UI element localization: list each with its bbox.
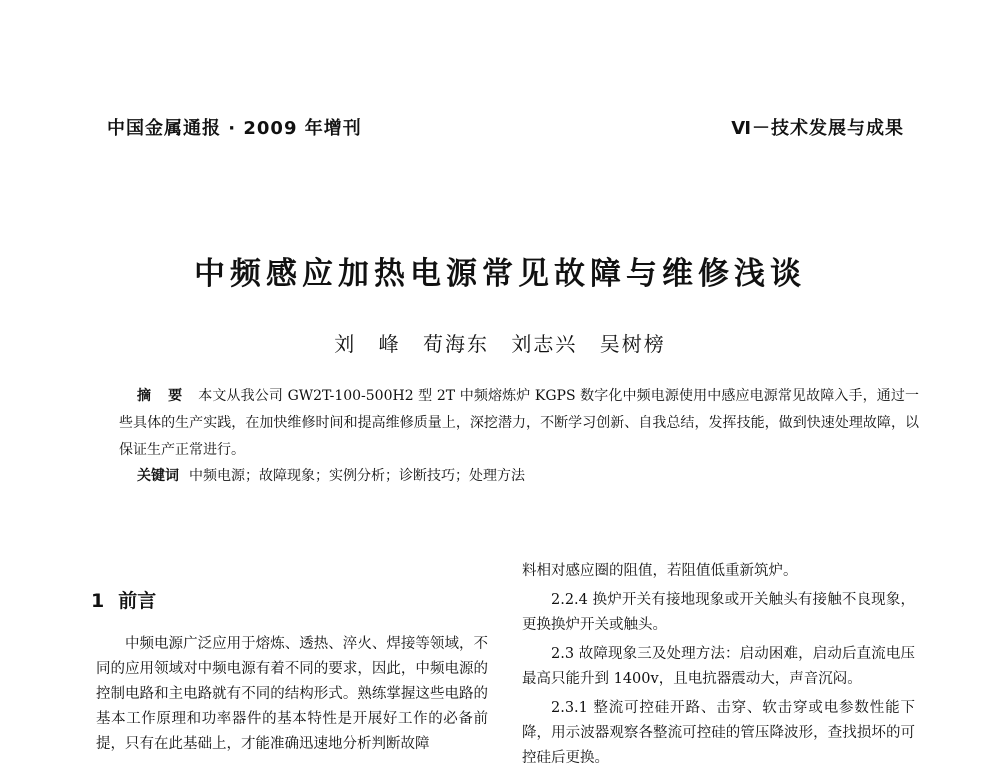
running-header-left: 中国金属通报 · 2009 年增刊: [107, 118, 362, 139]
keywords-text: 中频电源；故障现象；实例分析；诊断技巧；处理方法: [189, 468, 525, 484]
section-number: 1: [91, 590, 105, 612]
right-paragraph-1: 料相对感应圈的阻值，若阻值低重新筑炉。: [522, 563, 798, 579]
abstract-text: 本文从我公司 GW2T-100-500H2 型 2T 中频熔炼炉 KGPS 数字化中频电源使用中感应电源常见故障入手，通过一些具体的生产实践，在加快维修时间和提高维修质量上，深挖潜力，不断学习创新、自我总结，发挥技能，做到快速处理故障，以保证生产正常进行。: [119, 388, 919, 458]
article-authors: 刘 峰 荀海东 刘志兴 吴树榜: [334, 332, 666, 356]
left-column: [96, 632, 488, 761]
right-column: [522, 559, 915, 775]
running-header-right: Ⅵ－技术发展与成果: [731, 118, 904, 139]
article-title: 中频感应加热电源常见故障与维修浅谈: [194, 256, 806, 292]
right-paragraph-4: 2.3.1 整流可控硅开路、击穿、软击穿或电参数性能下降，用示波器观察各整流可控硅的管压降波形，查找损坏的可控硅后更换。: [522, 700, 915, 766]
abstract: [119, 383, 919, 464]
abstract-label: 摘 要: [137, 388, 189, 404]
section-title: 前言: [118, 590, 157, 612]
keywords: [137, 464, 917, 488]
right-paragraph-3: 2.3 故障现象三及处理方法：启动困难，启动后直流电压最高只能升到 1400v，且电抗器震动大，声音沉闷。: [522, 646, 915, 687]
right-paragraph-2: 2.2.4 换炉开关有接地现象或开关触头有接触不良现象，更换换炉开关或触头。: [522, 592, 915, 633]
keywords-label: 关键词: [137, 468, 179, 484]
intro-paragraph: 中频电源广泛应用于熔炼、透热、淬火、焊接等领域，不同的应用领域对中频电源有着不同的要求，因此，中频电源的控制电路和主电路就有不同的结构形式。熟练掌握这些电路的基本工作原理和功率器件的基本特性是开展好工作的必备前提，只有在此基础上，才能准确迅速地分析判断故障: [96, 636, 488, 752]
section-heading: [91, 586, 156, 613]
